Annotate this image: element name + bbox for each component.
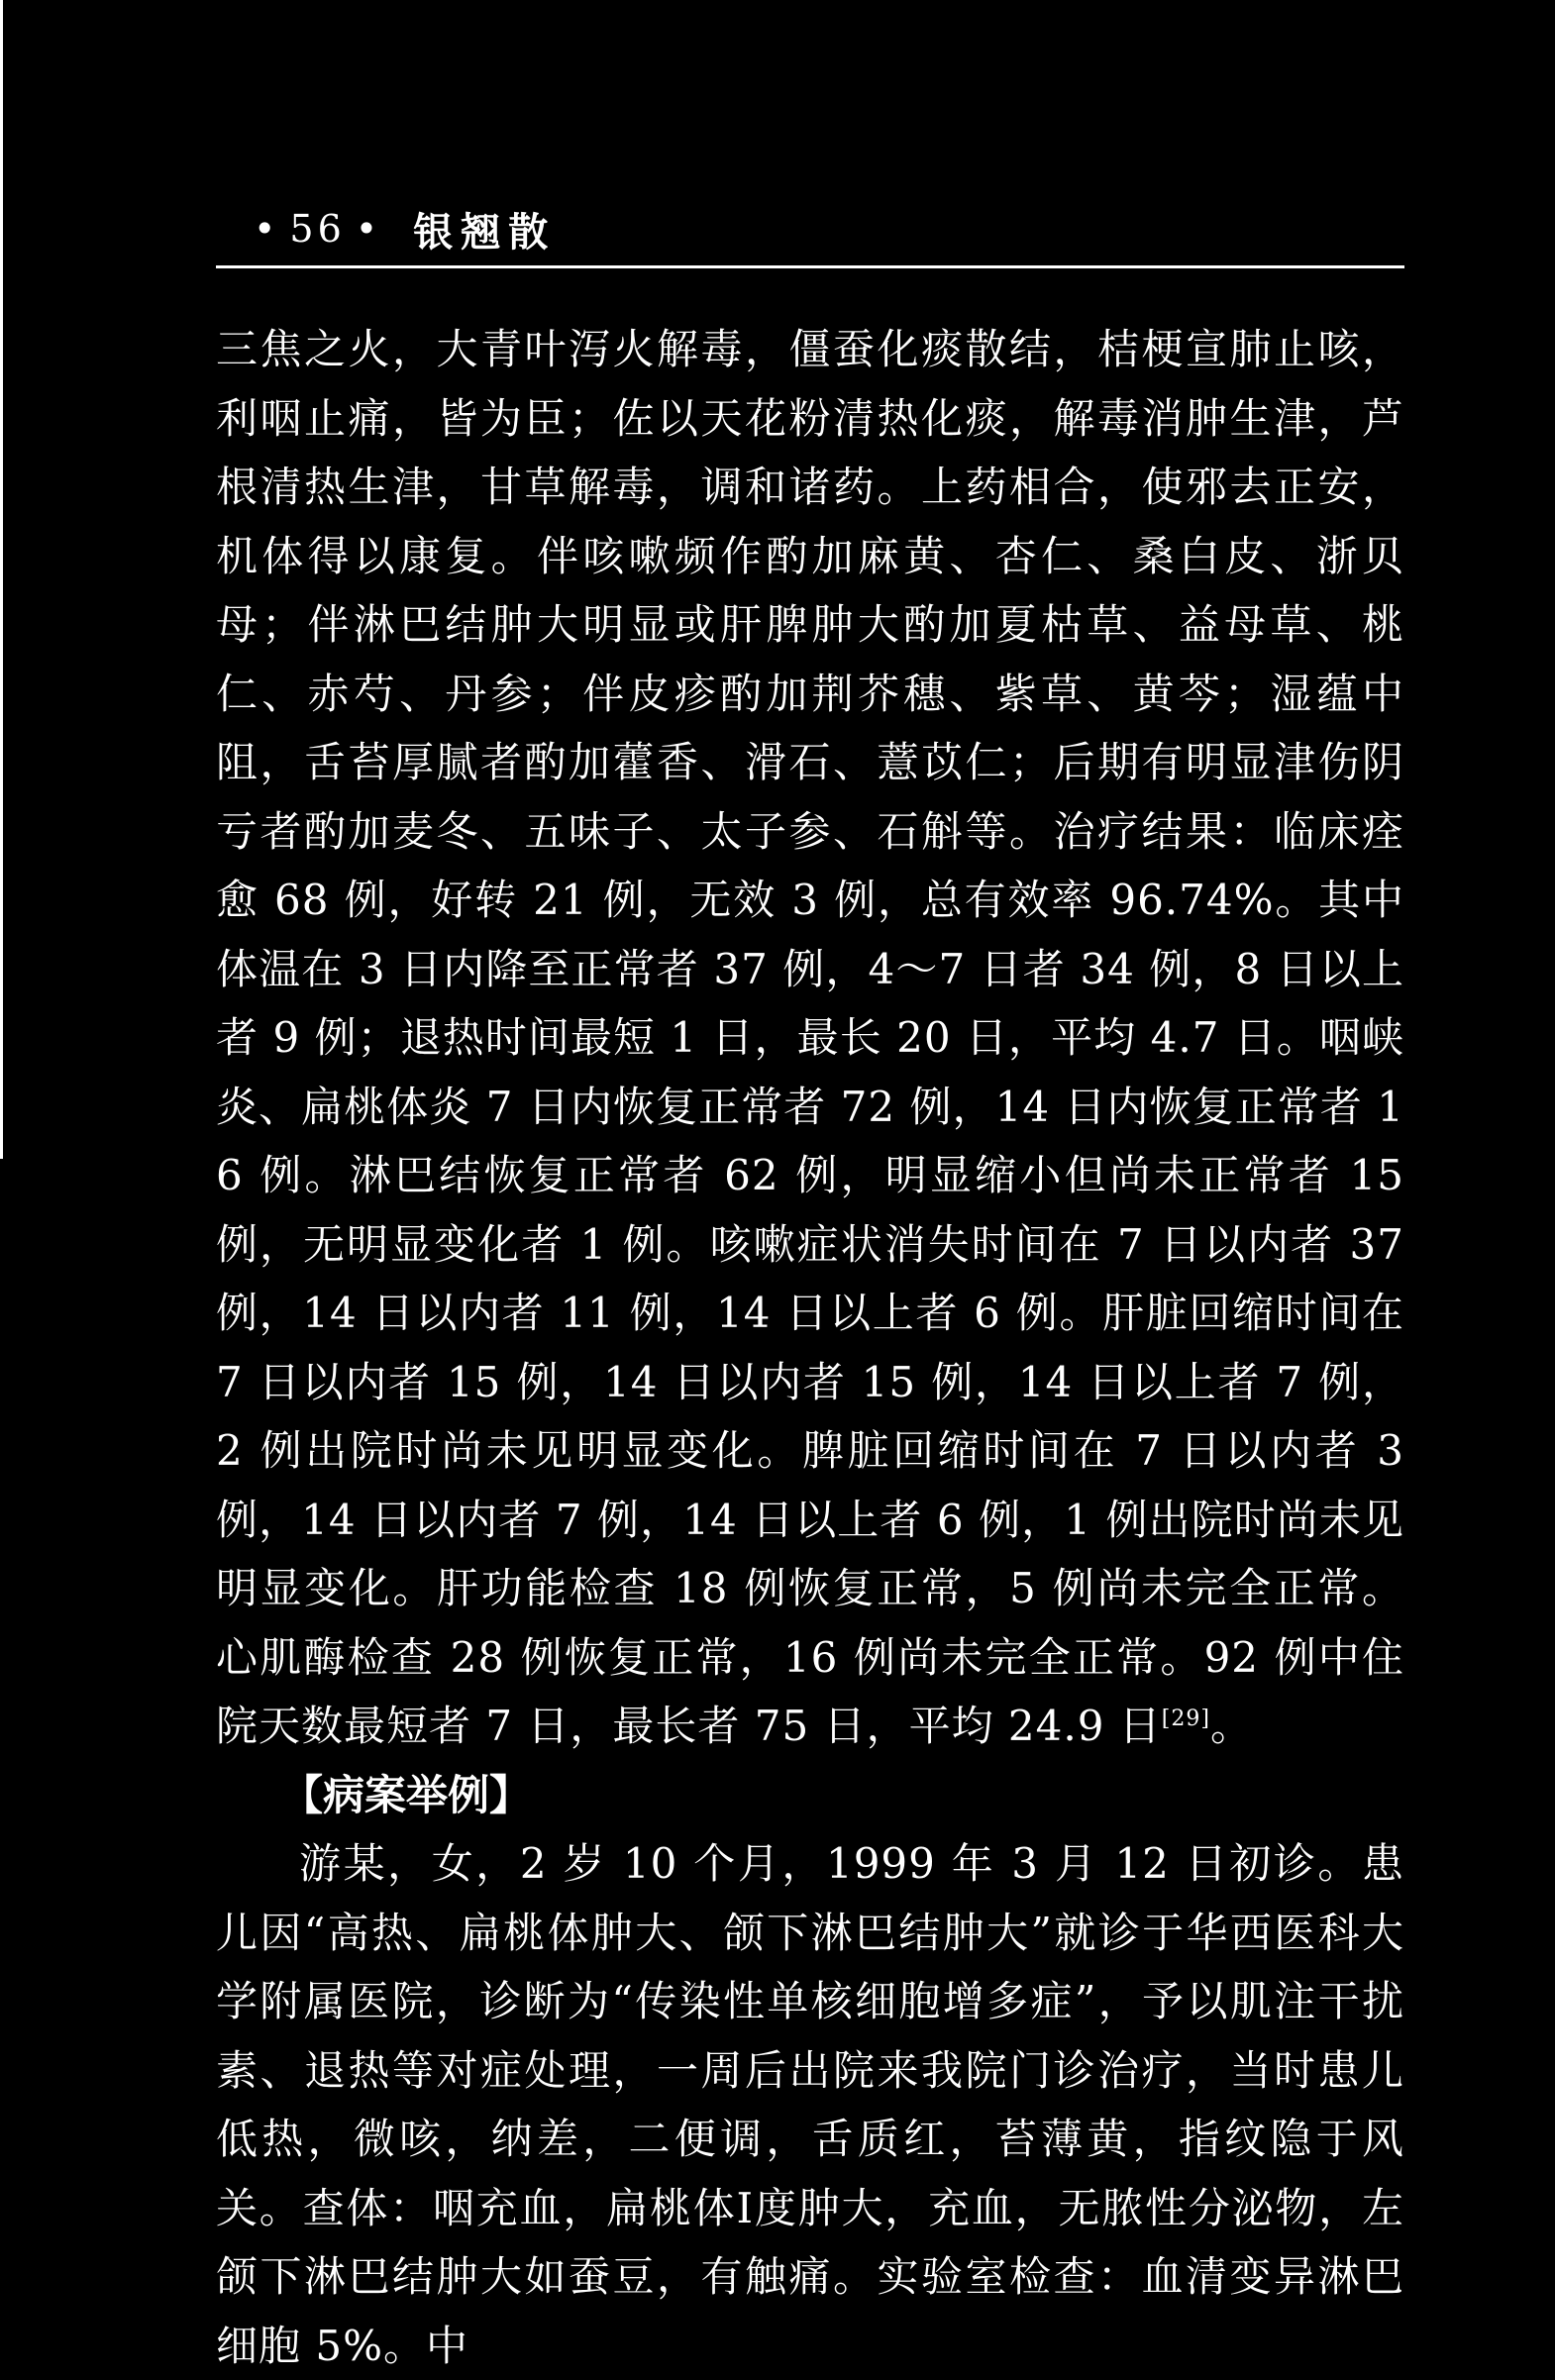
section-heading: 【病案举例】 <box>281 1770 532 1819</box>
header-bullet-left: • <box>254 207 280 251</box>
page-number: 56 <box>289 207 346 251</box>
treatment-results-paragraph <box>216 315 1404 1761</box>
case-example-paragraph: 游某，女，2 岁 10 个月，1999 年 3 月 12 日初诊。患儿因“高热、扁桃体肿大、颌下淋巴结肿大”就诊于华西医科大学附属医院，诊断为“传染性单核细胞增多症”，予以肌注干扰素、退热等对症处理，一周后出院来我院门诊治疗，当时患儿低热，微咳，纳差，二便调，舌质红，苔薄黄，指纹隐于风关。查体：咽充血，扁桃体Ⅰ度肿大，充血，无脓性分泌物，左颌下淋巴结肿大如蚕豆，有触痛。实验室检查：血清变异淋巴细胞 5%。中 <box>216 1839 1404 2370</box>
header-rule <box>216 265 1404 268</box>
book-title: 银翘散 <box>413 208 557 256</box>
paragraph-end: 。 <box>1209 1702 1253 1750</box>
citation-marker: [29] <box>1161 1707 1210 1731</box>
scan-edge-line <box>0 0 3 1159</box>
header-bullet-right: • <box>355 207 382 251</box>
page-body <box>216 315 1404 2380</box>
paragraph-text: 三焦之火，大青叶泻火解毒，僵蚕化痰散结，桔梗宣肺止咳，利咽止痛，皆为臣；佐以天花粉清热化痰，解毒消肿生津，芦根清热生津，甘草解毒，调和诸药。上药相合，使邪去正安，机体得以康复。伴咳嗽频作酌加麻黄、杏仁、桑白皮、浙贝母；伴淋巴结肿大明显或肝脾肿大酌加夏枯草、益母草、桃仁、赤芍、丹参；伴皮疹酌加荆芥穗、紫草、黄芩；湿蕴中阻，舌苔厚腻者酌加藿香、滑石、薏苡仁；后期有明显津伤阴亏者酌加麦冬、五味子、太子参、石斛等。治疗结果：临床痊愈 68 例，好转 21 例，无效 3 例，总有效率 96.74%。其中体温在 3 日内降至正常者 37 例，4～7 日者 34 例，8 日以上者 9 例；退热时间最短 1 日，最长 20 日，平均 4.7 日。咽峡炎、扁桃体炎 7 日内恢复正常者 72 例，14 日内恢复正常者 16 例。淋巴结恢复正常者 62 例，明显缩小但尚未正常者 15 例，无明显变化者 1 例。咳嗽症状消失时间在 7 日以内者 37 例，14 日以内者 11 例，14 日以上者 6 例。肝脏回缩时间在 7 日以内者 15 例，14 日以内者 15 例，14 日以上者 7 例，2 例出院时尚未见明显变化。脾脏回缩时间在 7 日以内者 3 例，14 日以内者 7 例，14 日以上者 6 例，1 例出院时尚未见明显变化。肝功能检查 18 例恢复正常，5 例尚未完全正常。心肌酶检查 28 例恢复正常，16 例尚未完全正常。92 例中住院天数最短者 7 日，最长者 75 日，平均 24.9 日 <box>216 325 1404 1750</box>
running-header <box>244 194 556 263</box>
